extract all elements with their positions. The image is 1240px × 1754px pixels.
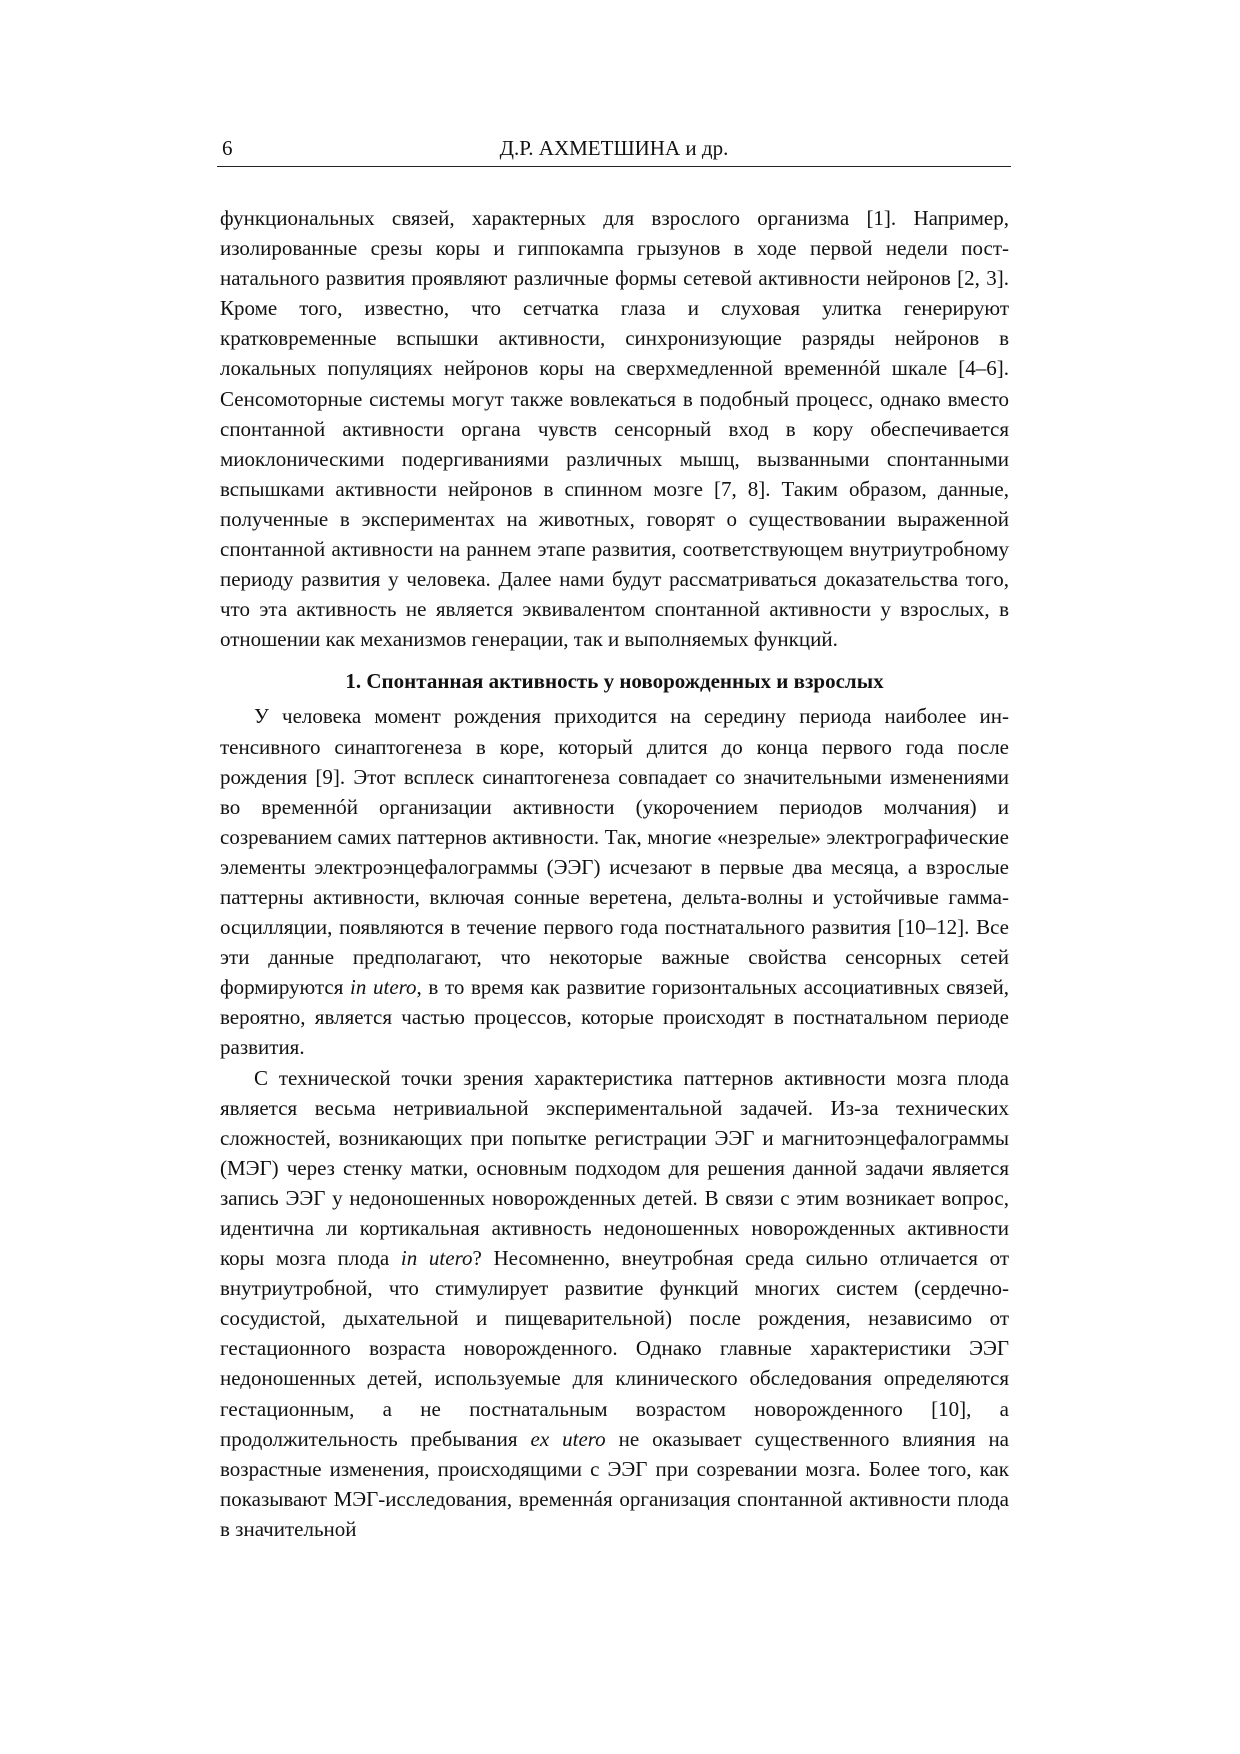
italic-term: in utero (400, 1246, 473, 1271)
running-title: Д.Р. АХМЕТШИНА и др. (499, 136, 729, 160)
text-run: ? Несомненно, внеутробная среда сильно отличается от внутриутробной, что стимулирует развитие функций многих систем (сердечно-сосудистой, дыхательной и пищеварительной) после рождения, независимо от гестационного возраста новорожденного. Однако главные характеристики ЭЭГ недоношенных детей, используемые для клинического обследования определяются гестационным, а не постнатальным возрастом новорожденного [10], а продолжительность пребывания (220, 1246, 1009, 1451)
paragraph-continued: функциональных связей, характерных для взрослого организма [1]. Например, изолированные срезы коры и гиппокампа грызунов в ходе первой недели постнатального развития проявляют различные формы сетевой активности нейронов [2, 3]. Кроме того, известно, что сетчатка глаза и слуховая улитка генерируют кратковременные вспышки активности, синхронизующие разряды нейронов в локальных популяциях нейронов коры на сверхмедленной временнóй шкале [4–6]. Сенсомоторные системы могут также вовлекаться в подобный процесс, однако вместо спонтанной активности органа чувств сенсорный вход в кору обеспечивается миоклоническими подергиваниями различных мышц, вызванными спонтанными вспышками активности нейронов в спинном мозге [7, 8]. Таким образом, данные, полученные в экспериментах на животных, говорят о существовании выраженной спонтанной активности на раннем этапе развития, соответствующем внутриутробному периоду развития у человека. Далее нами будут рассматриваться доказательства того, что эта активность не является эквивалентом спонтанной активности у взрослых, в отношении как механизмов генерации, так и выполняемых функций. (220, 206, 1009, 652)
paragraph-birth-synaptogenesis (220, 701, 1009, 1062)
text-run: не оказывает существенного влияния на возрастные изменения, происходящими с ЭЭГ при созревании мозга. Более того, как показывают МЭГ-исследования, временнáя организация спонтанной активности плода в значительной (220, 1426, 1010, 1541)
running-header (217, 134, 1011, 167)
text-run: , в то время как развитие горизонтальных ассоциативных связей, вероятно, является частью процессов, которые происходят в постнатальном периоде развития. (220, 975, 1010, 1060)
text-run: У человека момент рождения приходится на середину периода наиболее интенсивного синаптогенеза в коре, который длится до конца первого года после рождения [9]. Этот всплеск синаптогенеза совпадает со значительными изменениями во временнóй организации активности (укорочением периодов молчания) и созреванием самих паттернов активности. Так, многие «незрелые» электрографические элементы электроэнцефалограммы (ЭЭГ) исчезают в первые два месяца, а взрослые паттерны активности, включая сонные веретена, дельта-волны и устойчивые гамма-осцилляции, появляются в течение первого года постнатального развития [10–12]. Все эти данные предполагают, что некоторые важные свойства сенсорных сетей формируются (220, 704, 1009, 1000)
text-run: С технической точки зрения характеристика паттернов активности мозга плода является весьма нетривиальной экспериментальной задачей. Из-за технических сложностей, возникающих при попытке регистрации ЭЭГ и магнитоэнцефалограммы (МЭГ) через стенку матки, основным подходом для решения данной задачи является запись ЭЭГ у недоношенных новорожденных детей. В связи с этим возникает вопрос, идентична ли кортикальная активность недоношенных новорожденных активности коры мозга плода (220, 1065, 1009, 1271)
page-number: 6 (222, 136, 233, 160)
paragraph-fetal-activity (220, 1063, 1009, 1545)
body-text (220, 203, 1009, 1544)
italic-term: ex utero (530, 1426, 606, 1451)
section-heading: 1. Спонтанная активность у новорожденных и взрослых (345, 669, 884, 694)
italic-term: in utero (350, 975, 417, 1000)
